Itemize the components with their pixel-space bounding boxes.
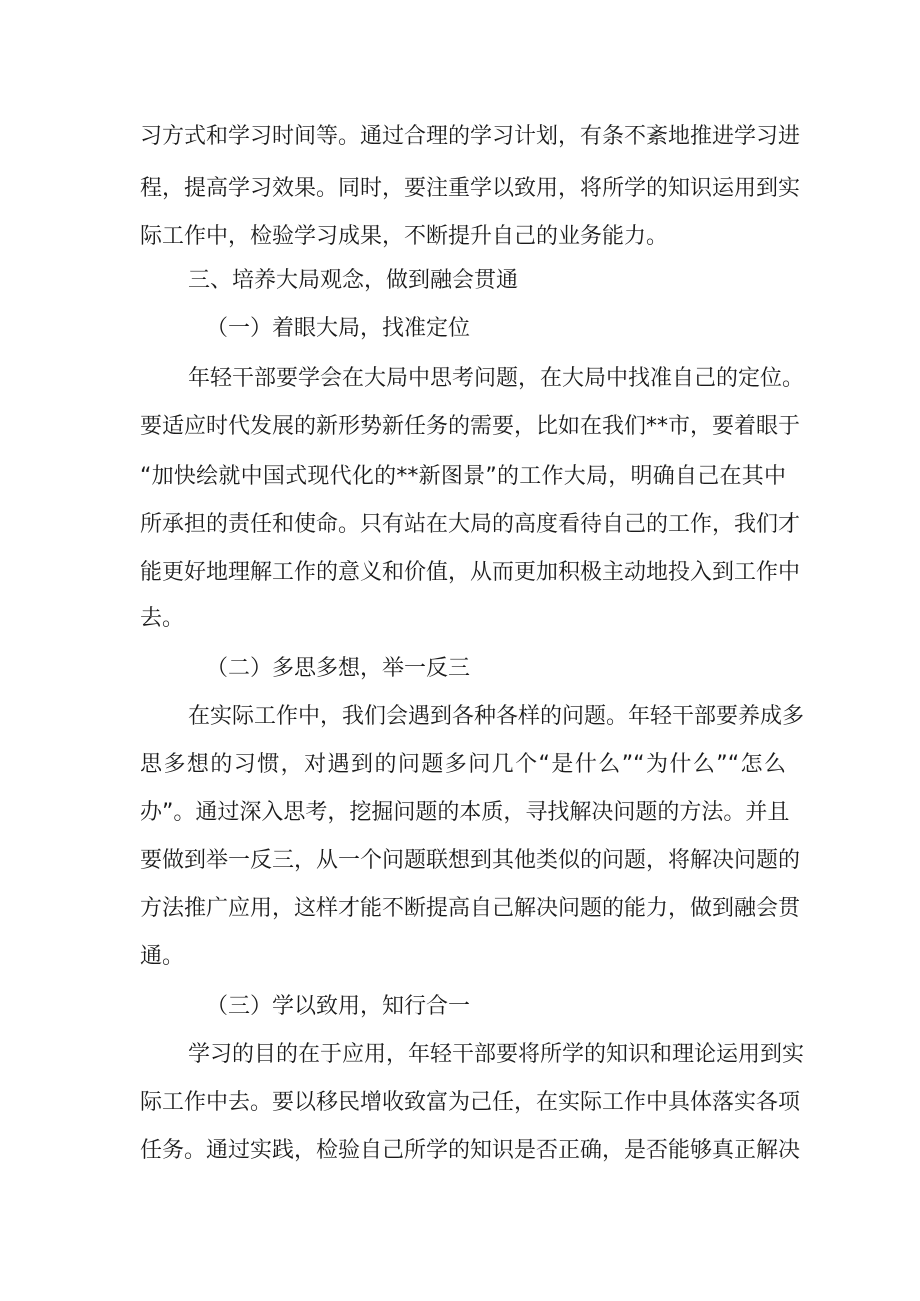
body-text-line: 能更好地理解工作的意义和价值，从而更加积极主动地投入到工作中 [140, 560, 801, 585]
body-text-line: 要做到举一反三，从一个问题联想到其他类似的问题，将解决问题的 [140, 848, 801, 873]
subsection-heading: （一）着眼大局，找准定位 [206, 316, 471, 341]
body-text-line: 去。 [140, 606, 185, 631]
section-heading: 三、培养大局观念，做到融会贯通 [188, 268, 519, 293]
subsection-heading: （二）多思多想，举一反三 [206, 656, 471, 681]
body-text-line: 办”。通过深入思考，挖掘问题的本质，寻找解决问题的方法。并且 [140, 800, 790, 825]
body-text-line: 任务。通过实践，检验自己所学的知识是否正确，是否能够真正解决 [140, 1138, 801, 1163]
body-text-line: 方法推广应用，这样才能不断提高自己解决问题的能力，做到融会贯 [140, 896, 801, 921]
body-text-line: 要适应时代发展的新形势新任务的需要，比如在我们**市，要着眼于 [140, 414, 801, 439]
body-text-line: 思多想的习惯，对遇到的问题多问几个“是什么”“为什么”“怎么 [140, 752, 786, 777]
body-text-line: 年轻干部要学会在大局中思考问题，在大局中找准自己的定位。 [188, 366, 805, 391]
body-text-line: 程，提高学习效果。同时，要注重学以致用，将所学的知识运用到实 [140, 176, 801, 201]
body-text-line: 习方式和学习时间等。通过合理的学习计划，有条不紊地推进学习进 [140, 124, 801, 149]
body-text-line: 际工作中去。要以移民增收致富为己任，在实际工作中具体落实各项 [140, 1090, 801, 1115]
body-text-line: 所承担的责任和使命。只有站在大局的高度看待自己的工作，我们才 [140, 512, 801, 537]
body-text-line: 通。 [140, 944, 185, 969]
body-text-line: 际工作中，检验学习成果，不断提升自己的业务能力。 [140, 224, 669, 249]
body-text-line: 学习的目的在于应用，年轻干部要将所学的知识和理论运用到实 [188, 1042, 805, 1067]
body-text-line: 在实际工作中，我们会遇到各种各样的问题。年轻干部要养成多 [188, 704, 805, 729]
subsection-heading: （三）学以致用，知行合一 [206, 994, 471, 1019]
body-text-line: “加快绘就中国式现代化的**新图景”的工作大局，明确自己在其中 [140, 464, 786, 489]
